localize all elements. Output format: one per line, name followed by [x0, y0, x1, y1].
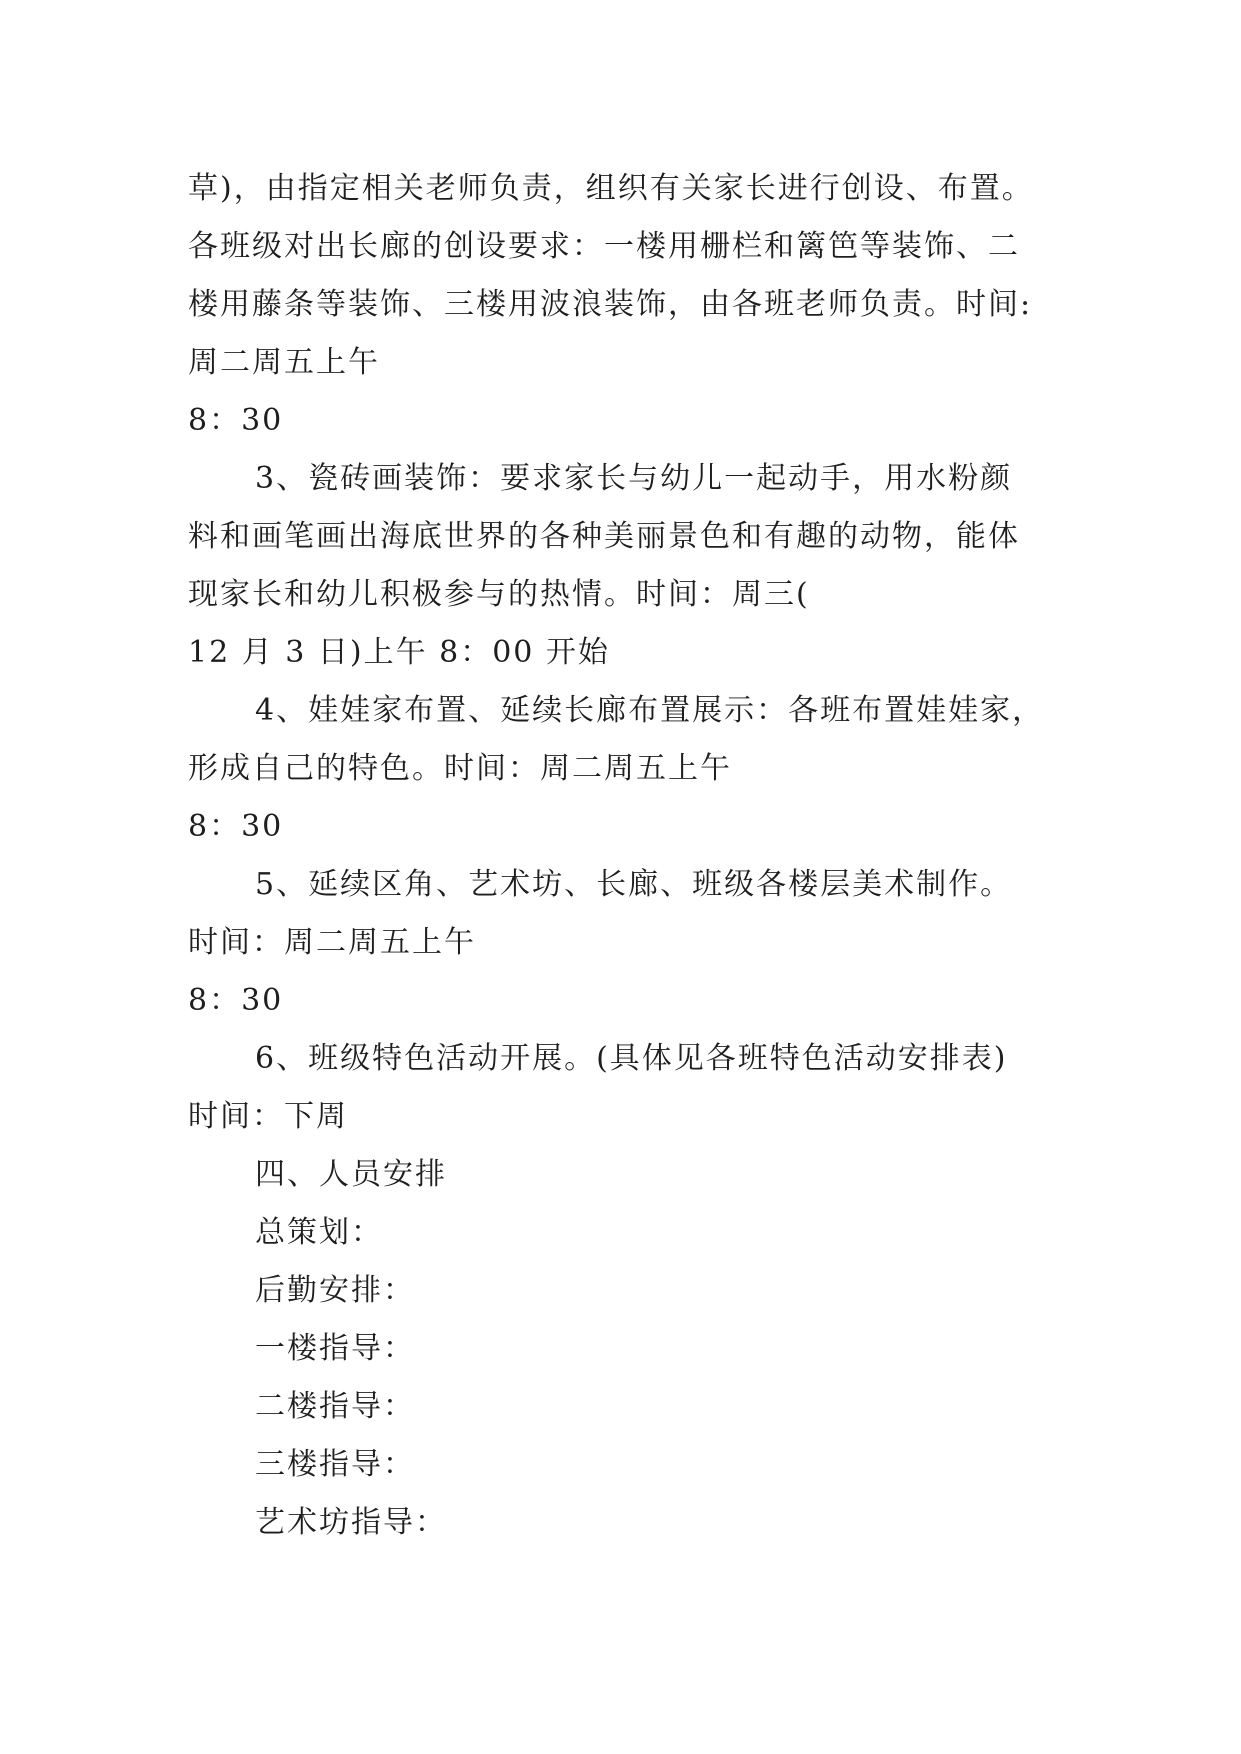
- staff-role-label: 后勤安排：: [255, 1273, 415, 1308]
- staff-role-label: 三楼指导：: [255, 1447, 415, 1482]
- text-line: 8：30: [188, 983, 284, 1018]
- staff-role-label: 一楼指导：: [255, 1331, 415, 1366]
- text-line: 12 月 3 日)上午 8：00 开始: [188, 635, 610, 670]
- staff-role-label: 总策划：: [255, 1215, 383, 1250]
- text-line: 现家长和幼儿积极参与的热情。时间：周三(: [188, 577, 810, 612]
- section-heading: 四、人员安排: [255, 1157, 447, 1192]
- staff-role-label: 艺术坊指导：: [255, 1505, 447, 1540]
- document-body: [188, 160, 1088, 1552]
- text-line: 时间：下周: [188, 1099, 348, 1134]
- text-line: 草)，由指定相关老师负责，组织有关家长进行创设、布置。: [188, 171, 1034, 206]
- text-line: 8：30: [188, 809, 284, 844]
- text-line: 楼用藤条等装饰、三楼用波浪装饰，由各班老师负责。时间:: [188, 287, 1033, 322]
- text-line: 时间：周二周五上午: [188, 925, 476, 960]
- text-line: 4、娃娃家布置、延续长廊布置展示：各班布置娃娃家，: [255, 693, 1045, 728]
- text-line: 周二周五上午: [188, 345, 380, 380]
- text-line: 6、班级特色活动开展。(具体见各班特色活动安排表): [255, 1041, 1008, 1076]
- text-line: 5、延续区角、艺术坊、长廊、班级各楼层美术制作。: [255, 867, 1013, 902]
- text-line: 料和画笔画出海底世界的各种美丽景色和有趣的动物，能体: [188, 519, 1020, 554]
- staff-role-label: 二楼指导：: [255, 1389, 415, 1424]
- text-line: 各班级对出长廊的创设要求：一楼用栅栏和篱笆等装饰、二: [188, 229, 1020, 264]
- text-line: 形成自己的特色。时间：周二周五上午: [188, 751, 732, 786]
- text-line: 8：30: [188, 403, 284, 438]
- text-line: 3、瓷砖画装饰：要求家长与幼儿一起动手，用水粉颜: [255, 461, 1013, 496]
